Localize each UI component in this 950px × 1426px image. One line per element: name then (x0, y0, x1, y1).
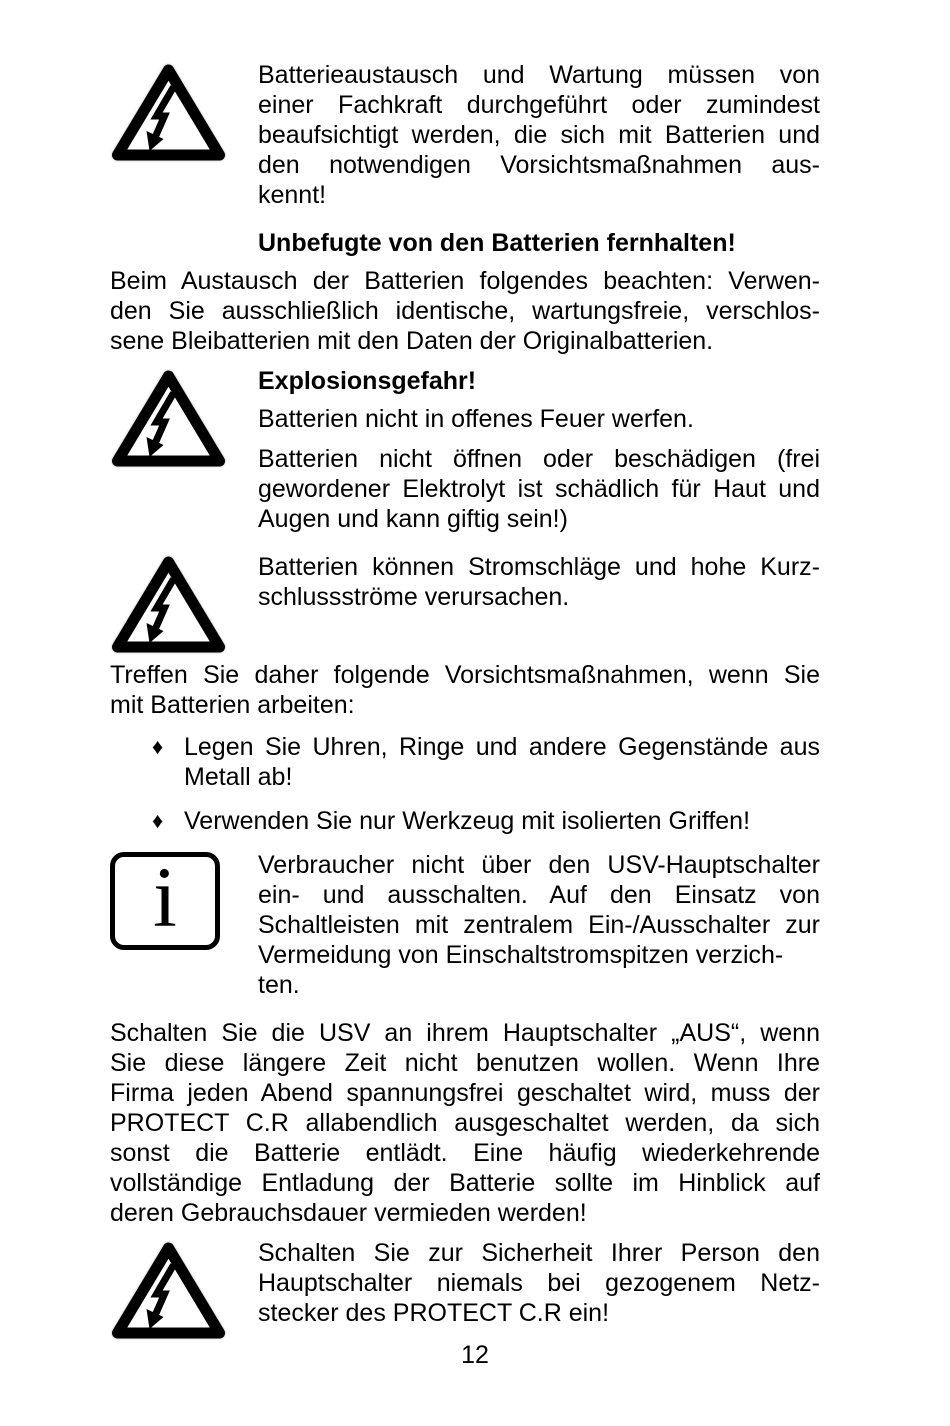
text-line: Legen Sie Uhren, Ringe und andere Gegenstände aus (184, 733, 820, 761)
bullet-text (184, 806, 820, 836)
text-line: deren Gebrauchsdauer vermieden werden! (110, 1199, 587, 1227)
text-line: Firma jeden Abend spannungsfrei geschaltet wird, muss der (110, 1079, 820, 1107)
text-line: sonst die Batterie entlädt. Eine häufig wiederkehrende (110, 1139, 820, 1167)
text-line: Hauptschalter niemals bei gezogenem Netz- (258, 1269, 820, 1297)
info-text (258, 850, 820, 1000)
bullet-icon: ♦ (152, 734, 164, 759)
text-line: vollständige Entladung der Batterie sollte im Hinblick auf (110, 1169, 820, 1197)
high-voltage-icon (110, 1240, 227, 1342)
text-line: Metall ab! (184, 763, 293, 791)
page-number: 12 (461, 1341, 489, 1369)
shock-text (258, 552, 820, 612)
bullet-item-tools (110, 806, 820, 836)
text-line: Beim Austausch der Batterien folgendes beachten: Verwen- (110, 267, 820, 295)
explosion-text-1 (258, 404, 820, 434)
text-line: Treffen Sie daher folgende Vorsichtsmaßnahmen, wenn Sie (110, 661, 820, 689)
high-voltage-icon (110, 554, 227, 656)
text-line: Batterien nicht in offenes Feuer werfen. (258, 405, 694, 433)
precautions-intro (110, 660, 820, 720)
text-line: PROTECT C.R allabendlich ausgeschaltet werden, da sich (110, 1109, 820, 1137)
info-icon-glyph: i (153, 849, 177, 945)
text-line: Batterieaustausch und Wartung müssen von (258, 61, 820, 89)
text-line: Verwenden Sie nur Werkzeug mit isolierten Griffen! (184, 807, 751, 835)
text-line: Vermeidung von Einschaltstromspitzen verzich-ten. (258, 941, 784, 999)
bullet-icon: ♦ (152, 808, 164, 833)
warning-text (258, 60, 820, 210)
info-block-main-switch (110, 850, 820, 1010)
main-switch-paragraph (110, 1018, 820, 1228)
high-voltage-icon (110, 368, 227, 470)
text-line: Schalten Sie zur Sicherheit Ihrer Person den (258, 1239, 820, 1267)
text-line: stecker des PROTECT C.R ein! (258, 1299, 610, 1327)
text-line: gewordener Elektrolyt ist schädlich für Haut und (258, 475, 820, 503)
text-line: einer Fachkraft durchgeführt oder zumindest (258, 91, 820, 119)
warning-block-explosion (110, 366, 820, 544)
high-voltage-icon (110, 62, 227, 164)
text-line: Batterien nicht öffnen oder beschädigen (frei (258, 445, 820, 473)
text-line: sene Bleibatterien mit den Daten der Originalbatterien. (110, 327, 714, 355)
text-line: den Sie ausschließlich identische, wartungsfreie, verschlos- (110, 297, 820, 325)
battery-replacement-paragraph (110, 266, 820, 356)
warning-block-shock (110, 552, 820, 656)
text-line: Batterien können Stromschläge und hohe Kurz- (258, 553, 820, 581)
text-line: Schaltleisten mit zentralem Ein-/Ausschalter zur (258, 911, 820, 939)
text-line: beaufsichtigt werden, die sich mit Batterien und (258, 121, 820, 149)
bullet-item-metal (110, 732, 820, 792)
text-line: Verbraucher nicht über den USV-Hauptschalter (258, 851, 820, 879)
bullet-text (184, 732, 820, 792)
text-line: ein- und ausschalten. Auf den Einsatz von (258, 881, 820, 909)
text-line: kennt! (258, 181, 327, 209)
text-line: mit Batterien arbeiten: (110, 691, 355, 719)
warning-block-battery-service (110, 60, 820, 220)
info-icon (110, 849, 220, 950)
keep-away-heading: Unbefugte von den Batterien fernhalten! (258, 229, 736, 257)
personal-safety-text (258, 1238, 820, 1328)
text-line: Schalten Sie die USV an ihrem Hauptschalter „AUS“, wenn (110, 1019, 820, 1047)
text-line: schlussströme verursachen. (258, 583, 570, 611)
explosion-text-2 (258, 444, 820, 534)
text-line: Augen und kann giftig sein!) (258, 505, 568, 533)
text-line: Sie diese längere Zeit nicht benutzen wollen. Wenn Ihre (110, 1049, 820, 1077)
text-line: den notwendigen Vorsichtsmaßnahmen aus- (258, 151, 820, 179)
explosion-heading: Explosionsgefahr! (258, 367, 477, 395)
warning-block-personal-safety (110, 1238, 820, 1342)
